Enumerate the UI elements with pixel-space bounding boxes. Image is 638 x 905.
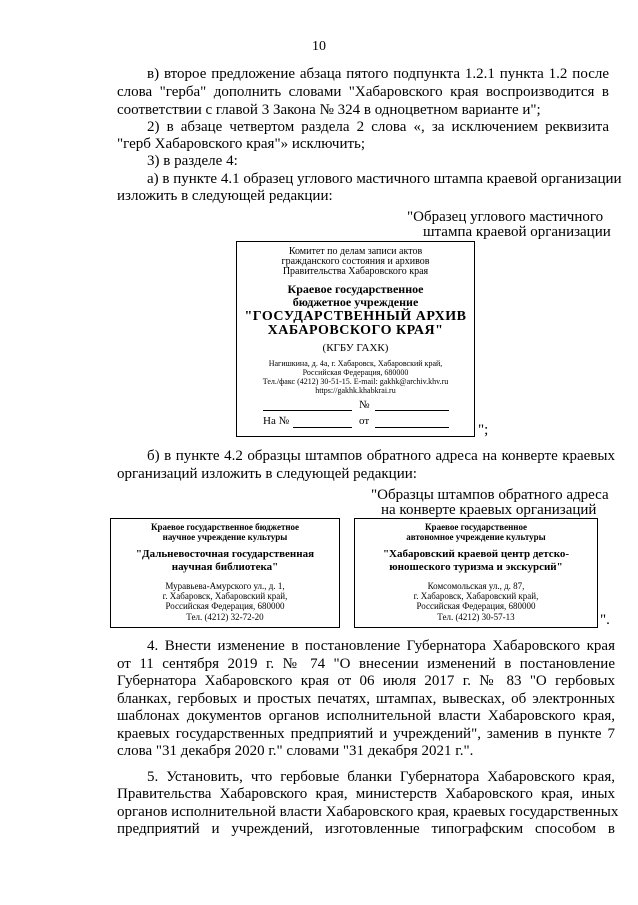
para-4-line-7: слова "31 декабря 2020 г." словами "31 декабря 2021 г.".: [117, 743, 474, 759]
para-5-line-2: Правительства Хабаровского края, министерств Хабаровского края, иных: [117, 786, 615, 802]
para-5-line-3: органов исполнительной власти Хабаровского края, краевых государственных: [117, 804, 619, 820]
stamp2-address-3: Российская Федерация, 680000: [165, 601, 285, 611]
closing-quote-2: ".: [600, 612, 610, 628]
stamp1-on-label: На №: [263, 415, 290, 427]
stamp3-address-1: Комсомольская ул., д. 87,: [427, 581, 525, 591]
stamp2-org-type-2: научное учреждение культуры: [162, 532, 288, 542]
para-3a-line-1: а) в пункте 4.1 образец углового мастичного штампа краевой организации: [147, 171, 622, 187]
stamp2-address-4: Тел. (4212) 32-72-20: [186, 612, 264, 622]
corner-stamp-sample: [236, 241, 475, 437]
stamp1-org-type-1: Краевое государственное: [287, 282, 424, 296]
para-5-line-1: 5. Установить, что гербовые бланки Губернатора Хабаровского края,: [147, 769, 615, 785]
stamp3-org-name-2: юношеского туризма и экскурсий": [389, 561, 563, 573]
closing-quote-1: ";: [478, 422, 489, 438]
stamp1-from-line: [375, 427, 449, 428]
stamp1-abbr: (КГБУ ГАХК): [322, 342, 389, 354]
envelope-stamp-library: [110, 518, 340, 628]
stamp1-address-4: https://gakhk.khabkrai.ru: [315, 386, 396, 395]
stamp1-address-2: Российская Федерация, 680000: [302, 368, 409, 377]
page-number: 10: [312, 39, 326, 54]
stamp1-date-line: [263, 410, 352, 411]
stamp1-ref-line: [293, 427, 352, 428]
stamp2-org-type-1: Краевое государственное бюджетное: [150, 522, 300, 532]
stamp1-org-name-2: ХАБАРОВСКОГО КРАЯ": [267, 323, 444, 338]
sample2-caption-line-1: "Образцы штампов обратного адреса: [371, 487, 609, 503]
stamp1-committee-1: Комитет по делам записи актов: [288, 246, 423, 257]
para-3: 3) в разделе 4:: [147, 153, 238, 169]
envelope-stamp-tourism-center: [354, 518, 598, 628]
stamp1-committee-2: гражданского состояния и архивов: [281, 256, 430, 267]
para-3b-line-1: б) в пункте 4.2 образцы штампов обратного адреса на конверте краевых: [147, 448, 615, 464]
para-v-line-1: в) второе предложение абзаца пятого подпункта 1.2.1 пункта 1.2 после: [147, 66, 609, 82]
stamp2-org-name-2: научная библиотека": [171, 561, 279, 573]
para-v-line-2: слова "герба" дополнить словами "Хабаровского края воспроизводится в: [117, 84, 609, 100]
para-2-line-1: 2) в абзаце четвертом раздела 2 слова «, за исключением реквизита: [147, 119, 609, 135]
stamp1-num-line: [375, 410, 449, 411]
stamp1-from-label: от: [359, 415, 370, 427]
para-5-line-4: предприятий и учреждений, изготовленные типографским способом в: [117, 821, 615, 837]
para-3b-line-2: организаций изложить в следующей редакции:: [117, 466, 417, 482]
stamp2-org-name-1: "Дальневосточная государственная: [135, 548, 315, 560]
para-3a-line-2: изложить в следующей редакции:: [117, 188, 333, 204]
sample2-caption-line-2: на конверте краевых организаций: [381, 502, 597, 518]
para-4-line-1: 4. Внести изменение в постановление Губернатора Хабаровского края: [147, 638, 615, 654]
stamp3-org-type-1: Краевое государственное: [425, 522, 527, 532]
para-4-line-5: шаблонах документов органов исполнительной власти Хабаровского края,: [117, 708, 615, 724]
para-v-line-3: соответствии с главой 3 Закона № 324 в одноцветном варианте и";: [117, 102, 541, 118]
sample1-caption-line-2: штампа краевой организации: [423, 224, 611, 240]
stamp3-org-type-2: автономное учреждение культуры: [406, 532, 546, 542]
stamp3-address-2: г. Хабаровск, Хабаровский край,: [413, 591, 539, 601]
stamp1-address-3: Тел./факс (4212) 30-51-15. E-mail: gakhk@archiv.khv.ru: [262, 377, 449, 386]
para-4-line-3: Губернатора Хабаровского края от 06 июля 2017 г. № 83 "О гербовых: [117, 673, 615, 689]
stamp2-address-2: г. Хабаровск, Хабаровский край,: [162, 591, 288, 601]
stamp1-committee-3: Правительства Хабаровского края: [282, 266, 429, 277]
stamp3-org-name-1: "Хабаровский краевой центр детско-: [382, 548, 570, 560]
stamp1-address-1: Нагишкина, д. 4а, г. Хабаровск, Хабаровский край,: [268, 359, 443, 368]
para-4-line-6: краевых государственных предприятий и учреждений", заменив в пункте 7: [117, 726, 615, 742]
para-2-line-2: "герб Хабаровского края"» исключить;: [117, 136, 366, 152]
stamp3-address-3: Российская Федерация, 680000: [416, 601, 536, 611]
stamp3-address-4: Тел. (4212) 30-57-13: [437, 612, 515, 622]
stamp2-address-1: Муравьева-Амурского ул., д. 1,: [165, 581, 285, 591]
para-4-line-2: от 11 сентября 2019 г. № 74 "О внесении изменений в постановление: [117, 656, 615, 672]
stamp1-org-type-2: бюджетное учреждение: [292, 295, 419, 309]
stamp1-org-name-1: "ГОСУДАРСТВЕННЫЙ АРХИВ: [244, 309, 467, 324]
sample1-caption-line-1: "Образец углового мастичного: [407, 209, 604, 225]
para-4-line-4: бланках, гербовых и простых печатях, штампах, вывесках, об электронных: [117, 691, 615, 707]
stamp1-num-label: №: [359, 399, 370, 411]
